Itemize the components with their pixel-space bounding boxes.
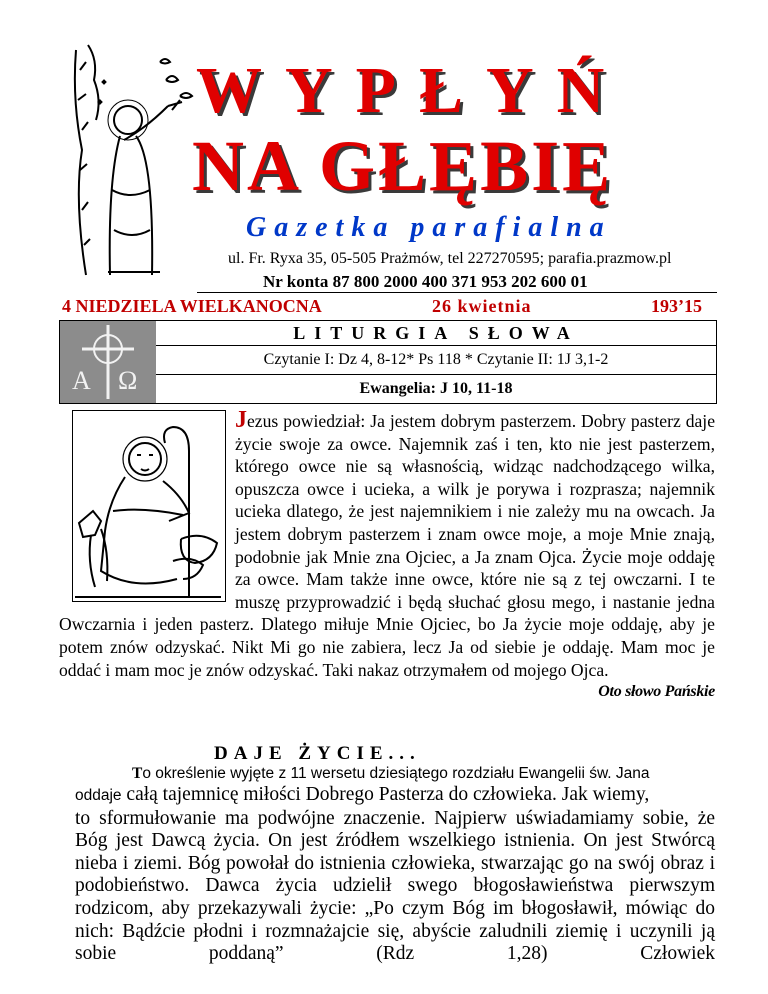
gospel-dropcap: J bbox=[235, 407, 247, 433]
commentary-first-line-text: o określenie wyjęte z 11 wersetu dziesiątego rozdziału Ewangelii św. Jana bbox=[142, 765, 650, 782]
gospel-closing: Oto słowo Pańskie bbox=[598, 683, 715, 701]
masthead-title-line2: NA GŁĘBIĘ bbox=[192, 126, 614, 206]
bank-account-number: Nr konta 87 800 2000 400 371 953 202 600 01 bbox=[263, 272, 588, 291]
masthead-title-line1: WYPŁYŃ bbox=[196, 54, 628, 127]
readings-list: Czytanie I: Dz 4, 8-12* Ps 118 * Czytanie II: 1J 3,1-2 bbox=[156, 346, 716, 375]
commentary-heading: DAJE ŻYCIE... bbox=[214, 743, 421, 764]
liturgical-sunday: 4 NIEDZIELA WIELKANOCNA bbox=[62, 296, 322, 316]
liturgy-heading: LITURGIA SŁOWA bbox=[156, 321, 716, 346]
liturgy-box bbox=[59, 320, 717, 404]
illustration-spacer bbox=[59, 408, 235, 604]
commentary-initial: T bbox=[132, 765, 143, 782]
masthead-subtitle: Gazetka parafialna bbox=[246, 212, 612, 243]
masthead-divider bbox=[197, 292, 717, 293]
commentary-second-rest: całą tajemnicę miłości Dobrego Pasterza do człowieka. Jak wiemy, bbox=[121, 784, 650, 805]
svg-text:A: A bbox=[72, 366, 91, 395]
parish-address: ul. Fr. Ryxa 35, 05-505 Prażmów, tel 227270595; parafia.prazmow.pl bbox=[228, 250, 672, 267]
commentary-section bbox=[75, 764, 715, 966]
gospel-passage bbox=[59, 408, 715, 704]
issue-date: 26 kwietnia bbox=[432, 296, 532, 316]
issue-number: 193’15 bbox=[651, 296, 702, 316]
gospel-reference: Ewangelia: J 10, 11-18 bbox=[359, 380, 513, 397]
gospel-body: ezus powiedział: Ja jestem dobrym pasterzem. Dobry pasterz daje życie swoje za owce. Najemnik zaś i ten, kto nie jest pasterzem, którego owce nie są własnością, widząc nadchodzącego wilka, opuszcza owce i ucieka, a wilk je porywa i rozprasza; najemnik ucieka dlatego, że jest najemnikiem i nie zależy mu na owcach. Ja jestem dobrym pasterzem i znam owce moje, a moje Mnie znają, podobnie jak Mnie zna Ojciec, a Ja znam Ojca. Życie moje oddaję za owce. Mam także inne owce, które nie są z tej owczarni. I te muszę przyprowadzić i będą słuchać głosu mego, i nastanie jedna Owczarnia i jeden pasterz. Dlatego miłuje Mnie Ojciec, bo Ja życie moje oddaję, aby je potem znów odzyskać. Nikt Mi go nie zabiera, lecz Ja od siebie je oddaję. Mam moc je oddać i mam moc je znów odzyskać. Taki nakaz otrzymałem od mojego Ojca. bbox=[59, 411, 715, 680]
svg-text:Ω: Ω bbox=[118, 366, 138, 395]
saint-francis-illustration bbox=[68, 40, 198, 280]
commentary-first-line bbox=[75, 764, 715, 784]
alpha-omega-cross-emblem bbox=[60, 321, 156, 403]
commentary-second-small: oddaje bbox=[75, 787, 122, 804]
commentary-body: to sformułowanie ma podwójne znaczenie. Najpierw uświadamiamy sobie, że Bóg jest Dawcą życia. On jest źródłem wszelkiego istnienia. On jest Stwórcą nieba i ziemi. Bóg powołał do istnienia człowieka, stwarzając go na swój obraz i podobieństwo. Dawca życia udzielił swego błogosławieństwa pierwszym rodzicom, aby przekazywali życie: „Po czym Bóg im błogosławił, mówiąc do nich: Bądźcie płodni i rozmnażajcie się, abyście zaludnili ziemię i uczynili ją sobie poddaną” (Rdz 1,28) Człowiek bbox=[75, 807, 715, 965]
commentary-second-line bbox=[75, 784, 715, 808]
